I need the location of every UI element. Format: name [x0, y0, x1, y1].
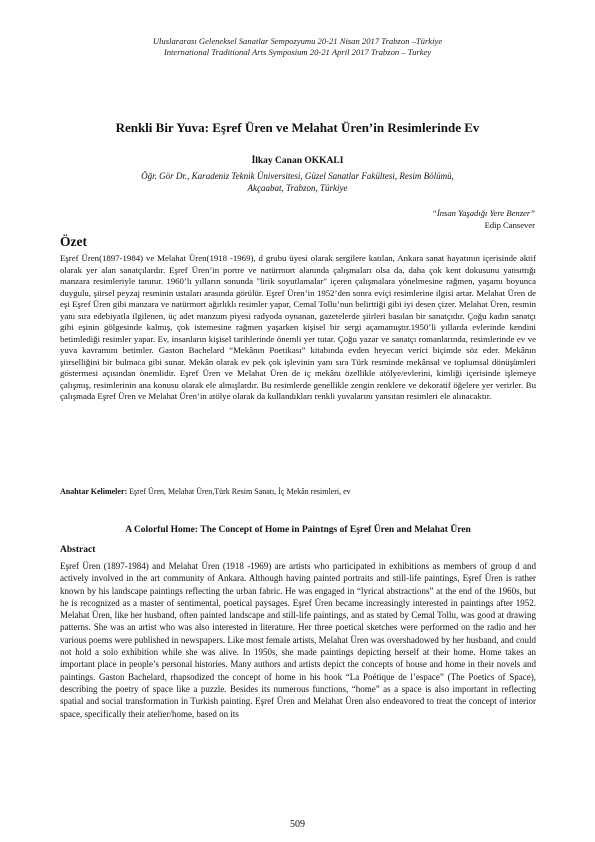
ozet-body: Eşref Üren(1897-1984) ve Melahat Üren(1918 -1969), d grubu üyesi olarak sergilere katılan, Ankara sanat hayatının içerisinde aktif olarak yer alan sanatçılardır. Eşref Üren’in portre ve natürmort alanında çalışmaları olsa da, daha çok kent dokusunu yansıttığı manzara resimleriyle tanınır. 1960’lı yılların sonunda "lirik soyutlamalar" içeren çalışmalara yönelmesine rağmen, yaşamı boyunca duygulu, şiirsel peyzaj resminin ustaları arasında görülür. Eşref Üren’in 1952’den sonra eviçi resimlerine ilgisi artar. Melahat Üren de eşi Eşref Üren gibi manzara ve natürmort ağırlıklı resimler yapar, Cemal Tollu’nun belirttiği gibi iyi desen çizer. Melahat Üren, resmin yanı sıra edebiyatla ilgilenen, üç adet manzum piyesi radyoda oynanan, gazetelerde şiirleri basılan bir sanatçıdır. Çoğu kadın sanatçı gibi eşinin gölgesinde kalmış, çok istemesine rağmen yaşarken kişisel bir sergi açamamıştır.1950’li yıllarda evlerinde kendini betimlediği resimler yapar. Ev, insanların kişisel tarihlerinde önemli yer tutar. Çoğu yazar ve sanatçı romanlarında, resimlerinde ev ve yuva kavramını betimler. Gaston Bachelard “Mekânın Poetikası” kitabında evden heyecan verici biçimde söz eder. Mekânın şiirselliğini bir bulmaca gibi sunar. Mekân olarak ev pek çok işlevinin yanı sıra Türk resminde mekânsal ve toplumsal dönüşümleri göstermesi açısından önemlidir. Eşref Üren ve Melahat Üren de iç mekânı özellikle atölye/evlerini, kimliği içerisinde işlemeye çalışmış, resimlerinin ana konusu olarak ele almışlardır. Bu resimlerde genellikle zengin renklere ve dekoratif öğelere yer verirler. Bu çalışmada Eşref Üren ve Melahat Üren’in atölye olarak da kullandıkları renkli yuvalarını yansıtan resimleri ele alınacaktır. — [60, 253, 536, 401]
epigraph — [275, 207, 535, 231]
affiliation-line-1: Öğr. Gör Dr., Karadeniz Teknik Üniversitesi, Güzel Sanatlar Fakültesi, Resim Bölümü, — [141, 171, 454, 181]
page-number: 509 — [290, 819, 305, 830]
epigraph-source: Edip Cansever — [484, 220, 535, 230]
header-line-turkish: Uluslararası Geleneksel Sanatlar Sempozyumu 20-21 Nisan 2017 Trabzon –Türkiye — [152, 36, 443, 46]
keywords-label: Anahtar Kelimeler: — [60, 487, 128, 496]
english-title: A Colorful Home: The Concept of Home in Paintngs of Eşref Üren and Melahat Üren — [125, 525, 471, 535]
ozet-heading: Özet — [60, 234, 87, 249]
affiliation-line-2: Akçaabat, Trabzon, Türkiye — [247, 183, 348, 193]
author-name: İlkay Canan OKKALI — [251, 156, 344, 166]
abstract-heading: Abstract — [60, 545, 96, 555]
keywords — [60, 487, 536, 496]
header-line-english: International Traditional Arts Symposium 20-21 April 2017 Trabzon – Turkey — [163, 47, 432, 57]
keywords-list: Eşref Üren, Melahat Üren,Türk Resim Sanatı, İç Mekân resimleri, ev — [127, 487, 351, 496]
abstract-body: Eşref Üren (1897-1984) and Melahat Üren (1918 -1969) are artists who participated in exhibitions as members of group d and actively involved in the art community of Ankara. Although having painted portraits and still-life paintings, Eşref Üren is rather known by his landscape paintings reflecting the urban fabric. He was engaged in “lyrical abstractions” at the end of the 1960s, but he is recognized as a master of sentimental, poetical paysages. Eşref Üren became increasingly interested in paintings after 1952. Melahat Üren, like her husband, often painted landscape and still-life paintings, and as stated by Cemal Tollu, was good at drawing patterns. She was an artist who was also interested in literature. Her three poetical sketches were performed on the radio and her various poems were published in newspapers. Like most female artists, Melahat Üren was overshadowed by her husband, and could not hold a solo exhibition while she was alive. In 1950s, she made paintings depicting herself at their home. Home takes an important place in people’s personal histories. Many authors and artists depict the concepts of house and home in their novels and paintings. Gaston Bachelard, rhapsodized the concept of home in his book “La Poétique de l’espace” (The Poetics of Space), describing the poetry of space like a puzzle. Besides its numerous functions, “home” as a space is also important in reflecting spatial and social transformation in Turkish painting. Eşref Üren and Melahat Üren also endeavored to treat the concept of interior space, specifically their atelier/home, based on its — [60, 561, 536, 719]
epigraph-quote: “İnsan Yaşadığı Yere Benzer” — [432, 208, 535, 218]
author-affiliation — [120, 170, 475, 194]
running-header — [0, 36, 595, 58]
paper-title: Renkli Bir Yuva: Eşref Üren ve Melahat Üren’in Resimlerinde Ev — [115, 120, 480, 135]
